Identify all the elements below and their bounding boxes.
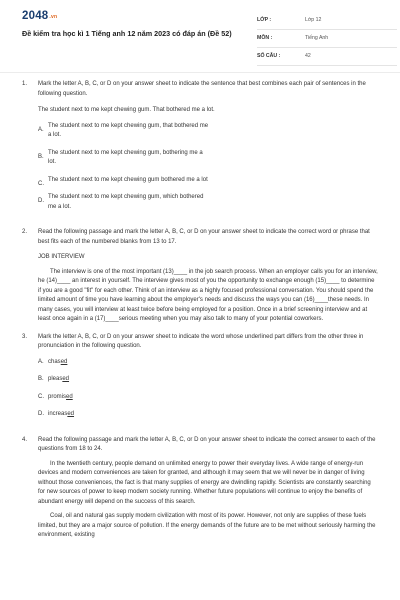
option-text: The student next to me kept chewing gum, that bothered me a lot. [48,122,209,138]
meta-info [257,12,397,66]
underlined-part: ed [62,376,70,382]
question-instructions: Read the following passage and mark the letter A, B, C, or D on your answer sheet to indicate the correct answer to each of the questions from 18 to 24. [38,436,376,452]
question-instructions: Mark the letter A, B, C, or D on your answer sheet to indicate the sentence that best combines each pair of sentences in the following question. [38,81,366,97]
option-d[interactable] [38,193,210,212]
question-number: 2. [22,229,28,235]
option-a[interactable] [38,122,210,141]
option-letter: A. [38,358,44,365]
option-word [48,393,210,403]
meta-key: SỐ CÂU : [257,53,281,59]
question-4 [22,436,378,541]
question-1 [22,80,378,220]
meta-key: LỚP : [257,17,272,23]
header [22,10,384,64]
question-number: 1. [22,81,28,87]
page-title: Đề kiểm tra học kì 1 Tiếng anh 12 năm 2023 có đáp án (Đề 52) [22,29,232,38]
word-stem: increas [48,411,68,417]
option-word [48,358,210,368]
passage-paragraph: The interview is one of the most important (13)____ in the job search process. When an employer calls you for an interview, he (14)____ an interest in yourself. The interview gives most of you the opportunity to exchange enough (15)____ to determine if you are a good "fit" for each other. Think of an interview as a highly focused professional conversation. You should spend the limited amount of time you have learning about the employer's needs and discuss the ways you can (16)____these needs. In many cases, you will interview at least twice before being employed for a position. Once in a brief screening interview and at least once again in a (17)____serious meeting when you may also talk to many of your potential coworkers. [38,268,378,322]
underlined-part: ed [66,393,73,400]
option-text: The student next to me kept chewing gum bothered me a lot [48,176,208,183]
option-letter: D. [38,198,44,204]
word-stem: promis [48,393,67,400]
option-b[interactable] [38,375,210,385]
option-text: The student next to me kept chewing gum, which bothered me a lot. [48,194,204,210]
question-prompt: The student next to me kept chewing gum. That bothered me a lot. [38,107,215,113]
site-logo[interactable] [22,10,57,22]
meta-value: Tiếng Anh [305,35,329,41]
question-instructions: Mark the letter A, B, C, or D on your answer sheet to indicate the word whose underlined part differs from the other three in pronunciation in the following question. [38,333,364,349]
passage-heading: JOB INTERVIEW [38,254,85,260]
logo-suffix: .vn [49,14,58,20]
logo-text: 2048 [22,10,49,22]
passage-paragraph: Coal, oil and natural gas supply modern civilization with most of its power. However, not only are supplies of these fuels limited, but they are a major source of pollution. If the energy demands of the future are to be met without seriously harming the environment, existing [38,513,376,538]
passage-paragraph: In the twentieth century, people demand on unlimited energy to power their everyday lives. A wide range of energy-run devices and modern conveniences are taken for granted, and although it may seem that we will never be in danger of living without those conveniences, the fact is that many supplies of energy are dwindling rapidly. Scientists are constantly searching for new sources of power to keep modern society running. Whether future populations will continue to enjoy the benefits of abundant energy will depend on the success of this search. [38,460,371,505]
meta-value: Lớp 12 [305,17,322,23]
answer-options [38,122,378,221]
underlined-part: ed [67,411,75,417]
word-stem: pleas [48,376,63,382]
meta-key: MÔN : [257,35,273,41]
option-text: The student next to me kept chewing gum, bothering me a lot. [48,149,203,165]
meta-row-count [257,48,397,66]
question-3 [22,333,378,428]
option-letter: C. [38,180,44,187]
question-number: 4. [22,436,28,443]
option-c[interactable] [38,393,210,403]
underlined-part: ed [60,358,68,365]
meta-row-class [257,12,397,30]
question-instructions: Read the following passage and mark the letter A, B, C, or D on your answer sheet to indicate the correct word or phrase that best fits each of the numbered blanks from 13 to 17. [38,229,370,245]
meta-row-subject [257,30,397,48]
option-d[interactable] [38,410,210,420]
question-2 [22,228,378,325]
option-letter: A. [38,126,44,133]
option-letter: B. [38,376,44,382]
word-stem: chas [48,358,61,365]
option-a[interactable] [38,358,210,368]
option-word [48,410,210,420]
option-b[interactable] [38,149,210,168]
option-word [48,375,210,385]
option-c[interactable] [38,176,210,186]
option-letter: C. [38,393,44,400]
question-list [22,80,378,549]
option-letter: D. [38,411,44,417]
question-number: 3. [22,333,28,340]
answer-options [38,358,378,428]
meta-value: 42 [305,53,311,59]
option-letter: B. [38,153,44,160]
header-divider [0,72,400,73]
